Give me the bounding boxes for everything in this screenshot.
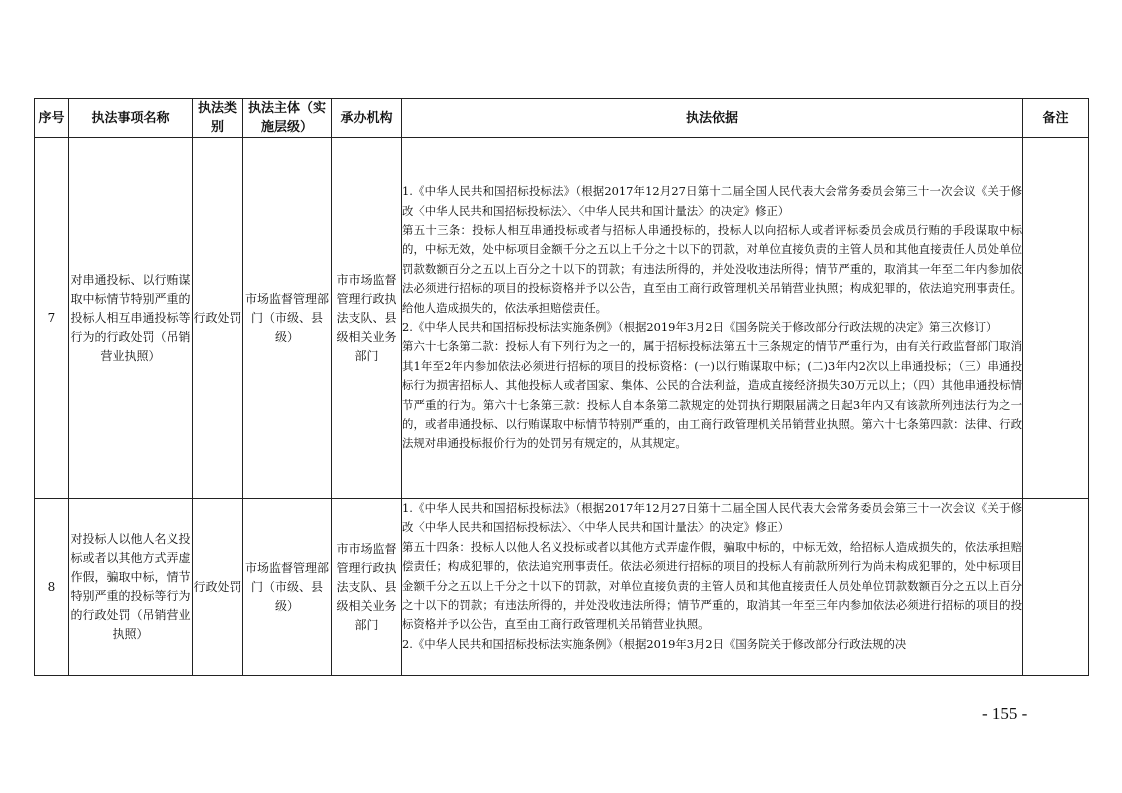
page-number: - 155 - [982, 704, 1028, 723]
table-header-row [35, 99, 1089, 138]
basis-paragraph: 第五十四条：投标人以他人名义投标或者以其他方式弄虚作假，骗取中标的，中标无效，给招标人造成损失的，依法承担赔偿责任；构成犯罪的，依法追究刑事责任。依法必须进行招标的项目的投标人有前款所列行为尚未构成犯罪的，处中标项目金额千分之五以上千分之十以下的罚款，对单位直接负责的主管人员和其他直接责任人员处单位罚款数额百分之五以上百分之十以下的罚款；有违法所得的，并处没收违法所得；情节严重的，取消其一年至三年内参加依法必须进行招标的项目的投标资格并予以公告，直至由工商行政管理机关吊销营业执照。 [402, 539, 1022, 632]
basis-paragraph: 2.《中华人民共和国招标投标法实施条例》（根据2019年3月2日《国务院关于修改部分行政法规的决 [402, 636, 907, 651]
basis-paragraph: 第六十七条第二款：投标人有下列行为之一的，属于招标投标法第五十三条规定的情节严重行为，由有关行政监督部门取消其1年至2年内参加依法必须进行招标的项目的投标资格：(一)以行贿谋取中标；(二)3年内2次以上串通投标；（三）串通投标行为损害招标人、其他投标人或者国家、集体、公民的合法利益，造成直接经济损失30万元以上；（四）其他串通投标情节严重的行为。第六十七条第三款：投标人自本条第二款规定的处罚执行期限届满之日起3年内又有该款所列违法行为之一的，或者串通投标、以行贿谋取中标情节特别严重的，由工商行政管理机关吊销营业执照。第六十七条第四款：法律、行政法规对串通投标报价行为的处罚另有规定的，从其规定。 [402, 339, 1022, 451]
basis-paragraph: 1.《中华人民共和国招标投标法》（根据2017年12月27日第十二届全国人民代表大会常务委员会第三十一次会议《关于修改〈中华人民共和国招标投标法〉、〈中华人民共和国计量法〉的决定》修正） [402, 501, 1022, 535]
header-basis: 执法依据 [402, 99, 1023, 138]
row-remarks [1023, 138, 1089, 499]
row-category: 行政处罚 [193, 138, 243, 499]
header-seq: 序号 [35, 99, 69, 138]
header-remarks: 备注 [1023, 99, 1089, 138]
table-row [35, 499, 1089, 676]
row-subject: 市场监督管理部门（市级、县级） [243, 499, 332, 676]
row-item-name: 对串通投标、以行贿谋取中标情节特别严重的投标人相互串通投标等行为的行政处罚（吊销营业执照） [69, 138, 193, 499]
row-agency: 市市场监督管理行政执法支队、县级相关业务部门 [332, 499, 402, 676]
row-seq: 7 [35, 138, 69, 499]
row-item-name: 对投标人以他人名义投标或者以其他方式弄虚作假，骗取中标，情节特别严重的投标等行为的行政处罚（吊销营业执照） [69, 499, 193, 676]
row-basis [402, 499, 1023, 676]
basis-paragraph: 第五十三条：投标人相互串通投标或者与招标人串通投标的，投标人以向招标人或者评标委员会成员行贿的手段谋取中标的，中标无效，处中标项目金额千分之五以上千分之十以下的罚款，对单位直接负责的主管人员和其他直接责任人员处单位罚款数额百分之五以上百分之十以下的罚款；有违法所得的，并处没收违法所得；情节严重的，取消其一年至二年内参加依法必须进行招标的项目的投标资格并予以公告，直至由工商行政管理机关吊销营业执照；构成犯罪的，依法追究刑事责任。给他人造成损失的，依法承担赔偿责任。 [402, 222, 1022, 315]
enforcement-items-table [34, 98, 1089, 676]
row-subject: 市场监督管理部门（市级、县级） [243, 138, 332, 499]
header-subject: 执法主体（实施层级） [243, 99, 332, 138]
row-agency: 市市场监督管理行政执法支队、县级相关业务部门 [332, 138, 402, 499]
header-item-name: 执法事项名称 [69, 99, 193, 138]
row-category: 行政处罚 [193, 499, 243, 676]
row-remarks [1023, 499, 1089, 676]
header-category: 执法类别 [193, 99, 243, 138]
table-row [35, 138, 1089, 499]
basis-paragraph: 1.《中华人民共和国招标投标法》（根据2017年12月27日第十二届全国人民代表大会常务委员会第三十一次会议《关于修改〈中华人民共和国招标投标法〉、〈中华人民共和国计量法〉的决定》修正） [402, 184, 1022, 218]
row-seq: 8 [35, 499, 69, 676]
row-basis [402, 138, 1023, 499]
header-agency: 承办机构 [332, 99, 402, 138]
basis-paragraph: 2.《中华人民共和国招标投标法实施条例》（根据2019年3月2日《国务院关于修改部分行政法规的决定》第三次修订） [402, 320, 998, 334]
